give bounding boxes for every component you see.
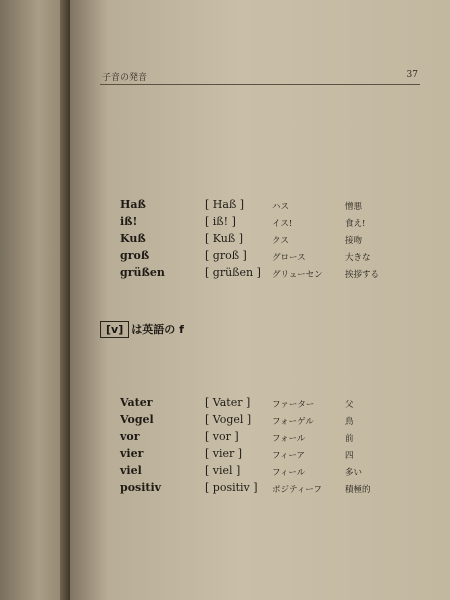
fraktur-word: grüßen (120, 266, 165, 279)
word-row (120, 413, 390, 430)
word-row (120, 249, 390, 266)
bracket-word: [ Vogel ] (205, 413, 252, 426)
word-row (120, 447, 390, 464)
fraktur-word: positiv (120, 481, 162, 494)
fraktur-word: iß! (120, 215, 138, 228)
word-row (120, 464, 390, 481)
bracket-word: [ Kuß ] (205, 232, 243, 245)
fraktur-word: Vogel (120, 413, 154, 426)
katakana-reading: フィーア (272, 451, 305, 461)
bracket-word: [ vor ] (205, 430, 239, 443)
katakana-reading: フィール (272, 468, 306, 478)
bracket-word: [ viel ] (205, 464, 241, 477)
word-meaning: 多い (345, 468, 363, 478)
v-word-table (120, 396, 390, 498)
binding-shadow (60, 0, 70, 600)
fraktur-word: groß (120, 249, 150, 262)
word-meaning: 前 (345, 434, 354, 444)
fraktur-word: Kuß (120, 232, 146, 245)
bracket-word: [ iß! ] (205, 215, 236, 228)
fraktur-word: vier (120, 447, 144, 460)
bracket-word: [ groß ] (205, 249, 247, 262)
section-heading (100, 318, 184, 340)
word-meaning: 食え! (345, 219, 366, 229)
word-meaning: 四 (345, 451, 354, 461)
word-row (120, 396, 390, 413)
fraktur-word: Haß (120, 198, 146, 211)
katakana-reading: クス (272, 236, 289, 246)
bracket-word: [ vier ] (205, 447, 243, 460)
word-meaning: 憎悪 (345, 202, 363, 212)
word-meaning: 接吻 (345, 236, 363, 246)
katakana-reading: グロース (272, 253, 306, 263)
katakana-reading: フォール (272, 434, 306, 444)
eszett-word-table (120, 198, 390, 283)
page-number: 37 (406, 70, 418, 80)
bracket-word: [ Vater ] (205, 396, 251, 409)
word-meaning: 積極的 (345, 485, 371, 495)
bracket-word: [ grüßen ] (205, 266, 261, 279)
word-row (120, 232, 390, 249)
fraktur-word: Vater (120, 396, 153, 409)
fraktur-word: viel (120, 464, 142, 477)
running-head: 子音の発音 (102, 73, 148, 83)
bracket-word: [ Haß ] (205, 198, 245, 211)
section-heading-text: は英語の f (131, 323, 184, 336)
page-header (100, 70, 420, 85)
katakana-reading: グリューセン (272, 270, 323, 280)
word-row (120, 266, 390, 283)
bracket-word: [ positiv ] (205, 481, 258, 494)
facing-page (0, 0, 70, 600)
word-row (120, 430, 390, 447)
katakana-reading: ハス (272, 202, 290, 212)
fraktur-word: vor (120, 430, 140, 443)
word-row (120, 198, 390, 215)
word-meaning: 挨拶する (345, 270, 380, 280)
boxed-letter-label: [v] (100, 321, 129, 338)
katakana-reading: ファーター (272, 400, 315, 410)
katakana-reading: ポジティーフ (272, 485, 322, 495)
word-meaning: 父 (345, 400, 354, 410)
word-meaning: 大きな (345, 253, 371, 263)
word-meaning: 鳥 (345, 417, 354, 427)
katakana-reading: フォーゲル (272, 417, 314, 427)
book-page (70, 0, 450, 600)
word-row (120, 481, 390, 498)
katakana-reading: イス! (272, 219, 293, 229)
word-row (120, 215, 390, 232)
